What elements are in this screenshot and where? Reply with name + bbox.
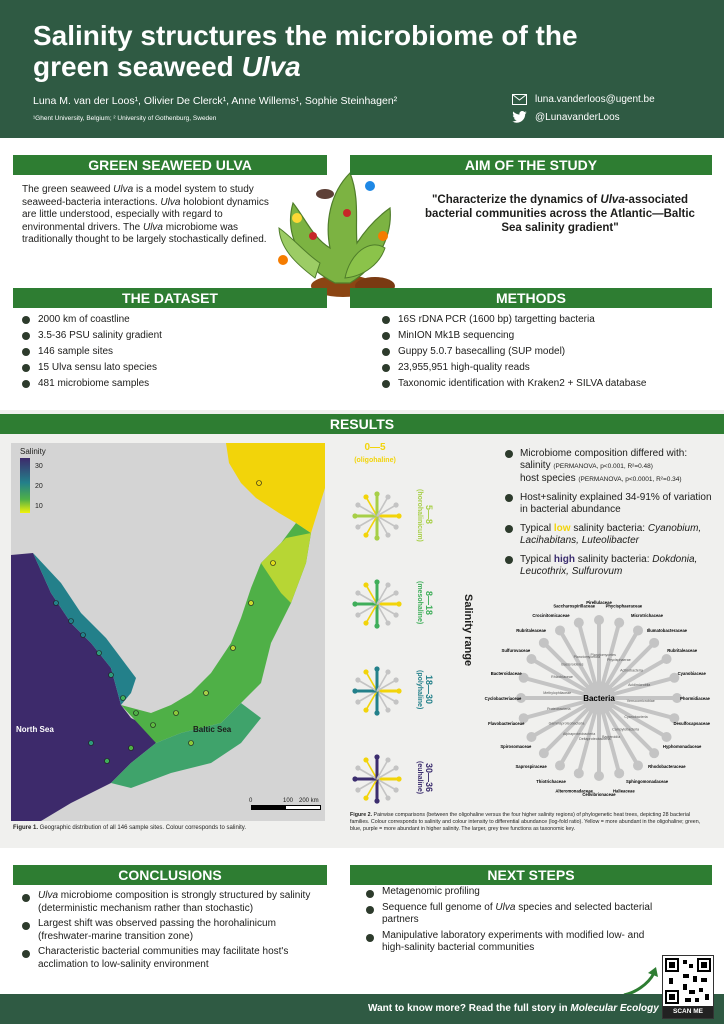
tree-label-mesohaline [414,568,434,638]
family-label: Desulfocapsaceae [673,720,711,726]
family-label: Sphingomonadaceae [625,779,669,785]
tree-node [374,798,379,803]
tree-node [355,699,360,704]
footer-text [368,1003,659,1014]
tree-node [355,787,360,792]
scale-bar [251,805,321,810]
class-label: Methylophilaceae [543,690,572,695]
tree-node [393,787,398,792]
tree-node [355,590,360,595]
caption-text: Pairwise comparisons (between the oligohaline versus the four higher salinity regions) of phylogenetic heat trees, depicting 28 bacterial families. Colour corresponds to salinity and colour intensity to differential abundance (log-fold ratio). Yellow = more abundant in the oligohaline; green, blue, purple = more abundant in higher salinity. The larger, grey tree functions as taxonomic key. [350,812,701,832]
finding-text: salinity [520,460,551,471]
family-label: Crocinitomicaceae [532,612,570,618]
scale-label: 200 km [299,798,319,804]
finding-text: Microbiome composition differed with: [520,448,688,459]
twitter-bird-icon [512,111,527,123]
caption-text: Geographic distribution of all 146 sample sites. Colour corresponds to salinity. [38,825,247,831]
tree-node [393,502,398,507]
class-label: Bacteroidetes [561,662,584,667]
list-item: 146 sample sites [18,344,328,360]
intro-heading: GREEN SEAWEED ULVA [13,155,327,175]
tree-node [374,491,379,496]
key-node [662,655,671,664]
key-node [556,626,565,635]
methods-list [378,312,708,392]
tree-label-polyhaline [414,655,434,725]
tree-node [374,623,379,628]
tree-node [355,612,360,617]
family-label: Saprospiraceae [515,763,547,769]
family-label: Flavobacteriaceae [488,720,525,726]
oligo-range: 0—5 [364,442,386,453]
high-word: high [553,554,576,565]
tree-node [385,795,390,800]
tree-node [385,620,390,625]
tree-node [393,765,398,770]
caption-bold: Figure 1. [13,825,39,831]
mail-icon [512,94,527,105]
next-steps-heading: NEXT STEPS [350,865,712,885]
taxonomic-key-tree [482,598,717,808]
dataset-heading: THE DATASET [13,288,327,308]
range-name: (euhaline) [416,761,423,795]
finding-text: Typical [520,554,554,565]
family-label: Alteromonadaceae [555,788,593,794]
list-item: 2000 km of coastline [18,312,328,328]
tree-node [374,579,379,584]
list-item: Ulva microbiome composition is strongly structured by salinity (deterministic mechanism rather than stochastic) [18,890,330,915]
list-item: Sequence full genome of Ulva species and selected bacterial partners [362,902,662,927]
tree-label-euhaline [414,743,434,813]
tree-node [393,590,398,595]
range: 5—8 [424,505,434,525]
qr-code[interactable] [662,955,714,1019]
range: 30—36 [424,763,434,793]
salinity-range-title: Salinity range [462,593,474,667]
baltic-sea-label: Baltic Sea [193,725,232,734]
tree-node [374,666,379,671]
email-contact[interactable] [512,94,655,105]
list-item: Characteristic bacterial communities may facilitate host's acclimation to low-salinity environment [18,946,330,971]
heat-tree-4 [352,754,401,803]
tree-node [352,776,357,781]
oligo-name: (oligohaline) [354,457,396,464]
tree-node [385,582,390,587]
tree-node [352,601,357,606]
figure1-caption [13,825,323,833]
finding-stat: (PERMANOVA, p<0.0001, R²=0.34) [578,476,682,483]
list-item: MinION Mk1B sequencing [378,328,708,344]
tree-node [363,494,368,499]
key-node [574,769,583,778]
class-label: Verrucomicrobiae [626,699,655,704]
tree-node [355,677,360,682]
key-node [527,733,536,742]
key-node [556,761,565,770]
tree-node [393,524,398,529]
poster-title [33,20,633,82]
key-node [539,749,548,758]
heat-tree-2 [352,579,401,628]
class-label: Bacteroidia [602,735,621,740]
class-label: Cyanobacteria [624,714,648,719]
key-node [539,638,548,647]
key-node [650,638,659,647]
tree-node [393,699,398,704]
range-name: (mesohaline) [416,581,423,625]
class-label: Rhizobiaceae [551,675,573,680]
key-node [662,733,671,742]
range: 8—18 [424,590,434,616]
tree-node [363,707,368,712]
family-label: Saccharospirillaceae [553,603,595,609]
family-label: Microtrichaceae [631,612,663,618]
family-label: Bacteroidaceae [490,671,522,677]
tree-node [363,795,368,800]
heat-trees [345,478,415,808]
tree-node [393,612,398,617]
footer-text-pre: Want to know more? Read the full story in [368,1003,571,1014]
journal-name[interactable]: Molecular Ecology [570,1003,659,1014]
finding-2 [505,492,717,516]
list-item: 481 microbiome samples [18,376,328,392]
key-node [574,618,583,627]
finding-1 [505,448,717,486]
family-label: Phormidiaceae [680,696,710,701]
class-label: Proteobacteria [547,707,571,712]
high-taxa: Dokdonia, Leucothrix, Sulfurovum [520,554,698,577]
key-node [527,655,536,664]
root-label: Bacteria [583,694,615,703]
tree-node [355,502,360,507]
finding-stat: (PERMANOVA, p<0.001, R²=0.48) [553,463,653,470]
tree-node [363,620,368,625]
aim-quote: "Characterize the dynamics of Ulva-associated bacterial communities across the Atlantic—Baltic Sea salinity gradient" [425,194,695,234]
tree-node [363,669,368,674]
key-node [634,761,643,770]
family-label: Pirellulaceae [586,600,612,605]
list-item: 15 Ulva sensu lato species [18,360,328,376]
tree-node [393,677,398,682]
legend-tick: 30 [35,463,43,470]
family-label: Rubritaleaceae [516,628,547,634]
tree-node [396,513,401,518]
caption-bold: Figure 2. [350,812,373,818]
tree-node [374,535,379,540]
family-label: Sulfurovaceae [501,648,531,653]
twitter-contact[interactable] [512,111,620,123]
list-item: Manipulative laboratory experiments with modified low- and high-salinity bacterial communities [362,930,662,955]
range-name: (polyhaline) [416,670,423,710]
salinity-map [11,443,325,821]
range-name: (horohalinicum) [416,488,423,542]
tree-node [363,532,368,537]
email-text: luna.vanderloos@ugent.be [535,94,655,105]
class-label: Planctomycetota [573,654,601,659]
ulva-illustration [275,168,395,300]
class-label: Actinobacteria [620,668,643,673]
family-label: Phycisphaeraceae [605,603,643,609]
scan-me-label: SCAN ME [663,1006,713,1018]
results-heading: RESULTS [0,414,724,434]
low-taxa: Cyanobium, Lacihabitans, Luteolibacter [520,523,702,546]
tree-node [374,710,379,715]
conclusions-list [18,890,330,971]
tree-node [385,757,390,762]
key-node [615,769,624,778]
twitter-handle: @LunavanderLoos [535,111,620,123]
salinity-colorbar [20,458,30,513]
family-label: Halieaceae [613,788,635,794]
class-label: Gammaproteobacteria [548,721,585,726]
scale-label: 100 [283,798,294,804]
map-graphic [11,443,325,821]
finding-4 [505,554,717,578]
key-node [595,616,604,625]
tree-node [396,688,401,693]
title-italic: Ulva [241,51,301,82]
family-label: Illumatobacteraceae [646,628,688,634]
finding-text: salinity bacteria: [575,554,653,565]
figure2-caption [350,812,710,832]
tree-node [385,494,390,499]
north-sea-label: North Sea [16,725,54,734]
methods-heading: METHODS [350,288,712,308]
list-item: 23,955,951 high-quality reads [378,360,708,376]
family-label: Cellvibrionaceae [582,792,616,797]
list-item: Largest shift was observed passing the horohalinicum (freshwater-marine transition zone) [18,918,330,943]
tree-node [363,757,368,762]
tree-node [355,524,360,529]
title-line2: green seaweed [33,51,242,82]
tree-node [396,776,401,781]
family-label: Spirosomaceae [500,744,532,749]
heat-tree-3 [352,666,401,715]
finding-text: Typical [520,523,554,534]
tree-label-horohalinicum [414,480,434,550]
next-steps-list [362,886,662,955]
title-line1: Salinity structures the microbiome of the [33,20,578,51]
legend-title: Salinity [20,447,46,456]
family-label: Cyanobiaceae [677,671,706,677]
tree-node [385,669,390,674]
list-item: Taxonomic identification with Kraken2 + SILVA database [378,376,708,392]
finding-text: host species [520,473,576,484]
affiliations: ¹Ghent University, Belgium; ² University of Gothenburg, Sweden [33,115,217,122]
tree-node [352,513,357,518]
tree-node [396,601,401,606]
finding-text: Host+salinity explained 34-91% of variation in bacterial abundance [520,492,712,515]
legend-tick: 20 [35,483,43,490]
class-label: Alphaproteobacteria [563,732,596,737]
tree-node [352,688,357,693]
tree-node [355,765,360,770]
tree-node [374,754,379,759]
qr-pattern [663,956,713,1006]
low-word: low [553,523,571,534]
class-label: Campylobacteria [612,727,640,732]
list-item: 16S rDNA PCR (1600 bp) targetting bacteria [378,312,708,328]
class-label: Deltaproteobacteria [579,736,611,741]
intro-text: The green seaweed Ulva is a model system to study seaweed-bacteria interactions. Ulva holobiont dynamics are little understood, especially with regard to environmental drivers. The Ulva microbiome was traditionally thought to be largely stochastically defined. [22,184,269,245]
family-label: Rubritaleaceae [667,648,698,653]
tree-node [385,707,390,712]
legend-tick: 10 [35,503,43,510]
class-label: Phycisphaerae [606,657,631,662]
list-item: Metagenomic profiling [362,886,662,899]
tree-node [385,532,390,537]
aim-heading: AIM OF THE STUDY [350,155,712,175]
dataset-list [18,312,328,392]
finding-3 [505,523,717,547]
scale-label: 0 [249,798,253,804]
findings [505,448,717,578]
family-label: Cyclobacteriaceae [484,696,522,701]
heat-tree-1 [352,491,401,540]
finding-text: salinity bacteria: [570,523,648,534]
family-label: Rhodobacteraceae [648,763,686,769]
key-node [650,749,659,758]
key-node [615,618,624,627]
key-node [634,626,643,635]
family-label: Hyphomonadaceae [662,744,702,749]
class-label: Acidimicrobiia [628,682,651,687]
tree-node [363,582,368,587]
range: 18—30 [424,675,434,705]
class-label: Planctomycetes [590,653,616,658]
list-item: Guppy 5.0.7 basecalling (SUP model) [378,344,708,360]
family-label: Thiotrichaceae [536,779,566,785]
conclusions-heading: CONCLUSIONS [13,865,327,885]
key-node [595,772,604,781]
list-item: 3.5-36 PSU salinity gradient [18,328,328,344]
authors: Luna M. van der Loos¹, Olivier De Clerck¹, Anne Willems¹, Sophie Steinhagen² [33,95,398,107]
